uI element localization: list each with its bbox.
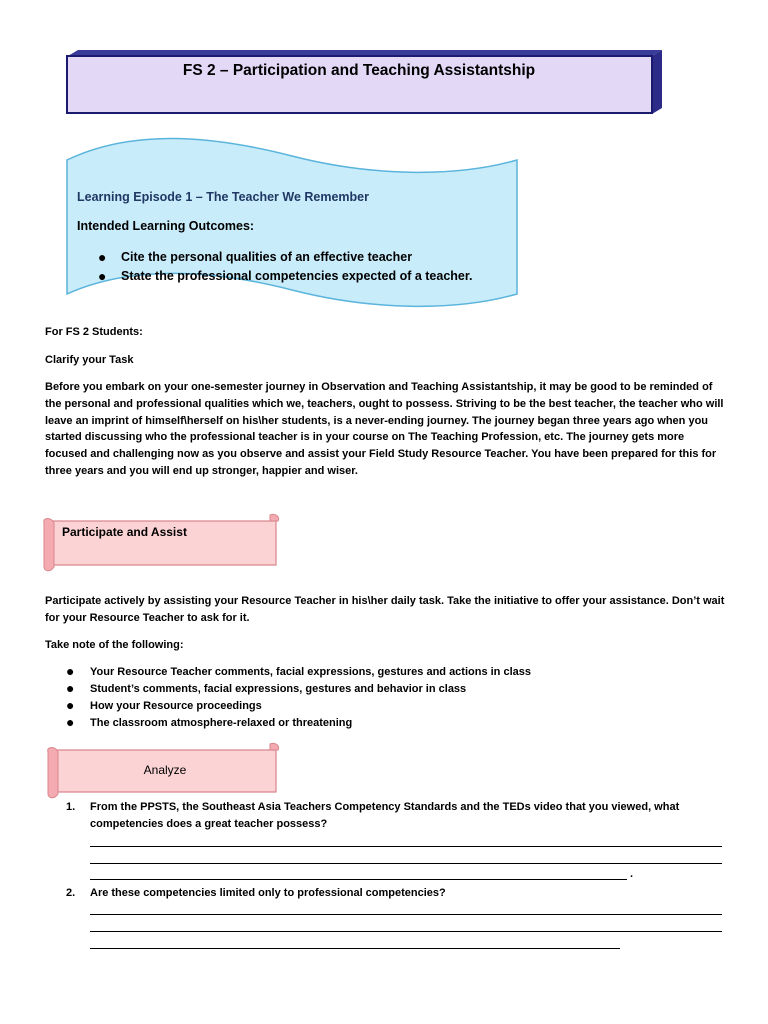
bullet-dot-icon: ● (98, 268, 107, 284)
answer-line[interactable] (90, 948, 620, 949)
note-heading: Take note of the following: (45, 639, 184, 651)
participate-scroll-banner (40, 513, 280, 575)
outcomes-list (77, 248, 473, 286)
bullet-dot-icon: ● (66, 714, 75, 730)
list-item: ● How your Resource proceedings (66, 697, 262, 713)
outcomes-heading: Intended Learning Outcomes: (77, 219, 255, 233)
intro-paragraph: Before you embark on your one-semester journey in Observation and Teaching Assistantship, it may be good to be reminded of the personal and professional qualities which we, teachers, ought to possess. Striving to be the best teacher, the teacher who will leave an imprint of himself\herself on his\her students, is a never-ending journey. The journey began three years ago when you started discussing who the professional teacher is in your course on The Teaching Profession, etc. The journey gets more focused and challenging now as you observe and assist your Field Study Resource Teacher. You have been prepared for this for three years and you will end up stronger, happier and wiser. (45, 381, 724, 477)
question-number: 1. (66, 801, 76, 813)
line-end-period: . (630, 868, 634, 880)
answer-line[interactable] (90, 846, 722, 847)
clarify-task-label: Clarify your Task (45, 354, 134, 366)
bullet-dot-icon: ● (98, 249, 107, 265)
answer-line[interactable] (90, 914, 722, 915)
list-item: ● State the professional competencies expected of a teacher. (98, 268, 473, 284)
list-item: ● Your Resource Teacher comments, facial expressions, gestures and actions in class (66, 663, 531, 679)
analyze-scroll-banner (44, 742, 280, 802)
bullet-dot-icon: ● (66, 663, 75, 679)
for-students-label: For FS 2 Students: (45, 326, 143, 338)
title-banner (66, 50, 662, 114)
list-item: ● Student’s comments, facial expressions, gestures and behavior in class (66, 680, 467, 696)
question-text: From the PPSTS, the Southeast Asia Teachers Competency Standards and the TEDs video that you viewed, what competencies does a great teacher possess? (90, 801, 680, 830)
episode-title: Learning Episode 1 – The Teacher We Remember (77, 190, 369, 204)
scroll-shape (40, 513, 280, 575)
bullet-dot-icon: ● (66, 697, 75, 713)
question-number: 2. (66, 887, 76, 899)
participate-paragraph: Participate actively by assisting your Resource Teacher in his\her daily task. Take the initiative to offer your assistance. Don’t wait for your Resource Teacher to ask for it. (45, 595, 725, 624)
list-item: ● The classroom atmosphere-relaxed or threatening (66, 714, 353, 730)
list-item: ● Cite the personal qualities of an effective teacher (98, 249, 413, 265)
participate-label: Participate and Assist (62, 525, 187, 539)
answer-line[interactable] (90, 879, 627, 880)
answer-line[interactable] (90, 931, 722, 932)
answer-line[interactable] (90, 863, 722, 864)
analyze-label: Analyze (143, 763, 187, 777)
question-text: Are these competencies limited only to professional competencies? (90, 887, 446, 899)
bullet-dot-icon: ● (66, 680, 75, 696)
page-title: FS 2 – Participation and Teaching Assistantship (182, 62, 536, 79)
notes-list (45, 664, 531, 732)
title-banner-shape (66, 50, 666, 116)
